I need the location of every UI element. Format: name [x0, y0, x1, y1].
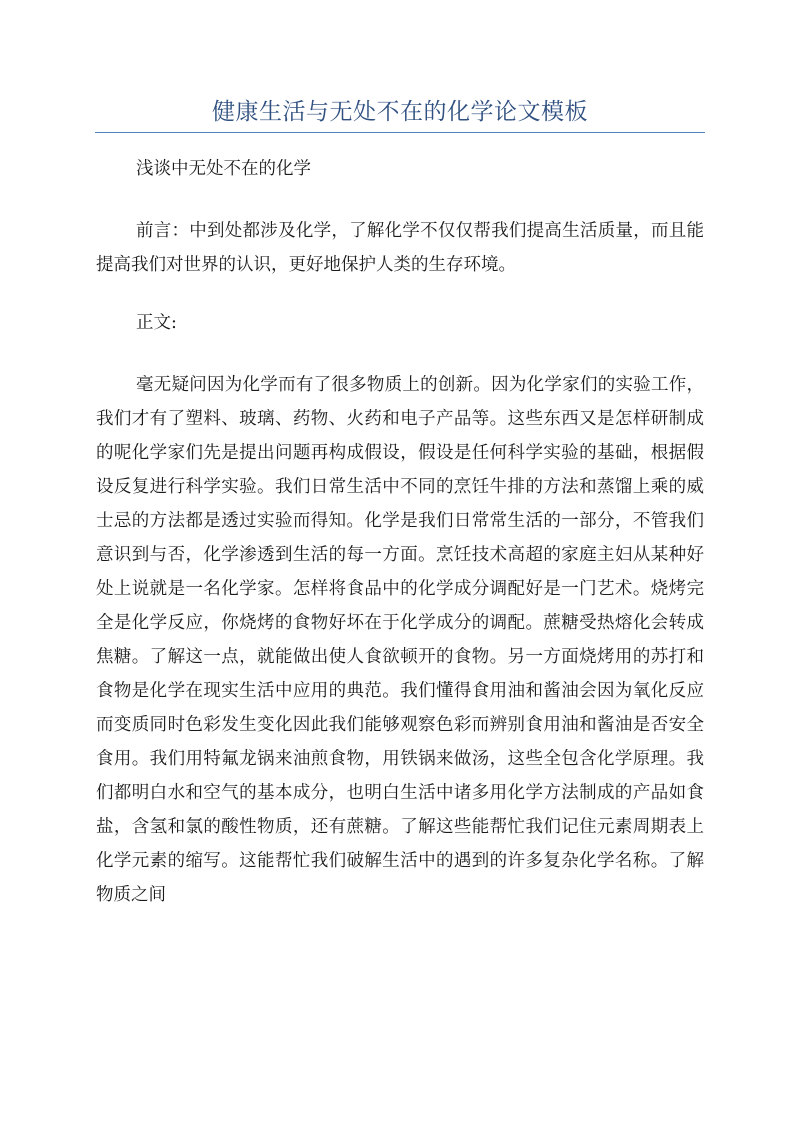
body-label: 正文: — [136, 313, 177, 333]
title-underline-rule — [95, 132, 705, 133]
preface-paragraph: 前言：中到处都涉及化学，了解化学不仅仅帮我们提高生活质量，而且能提高我们对世界的认识，更好地保护人类的生存环境。 — [96, 221, 704, 275]
document-body — [96, 152, 704, 912]
document-subtitle: 浅谈中无处不在的化学 — [136, 159, 311, 179]
body-paragraph: 毫无疑问因为化学而有了很多物质上的创新。因为化学家们的实验工作，我们才有了塑料、玻璃、药物、火药和电子产品等。这些东西又是怎样研制成的呢化学家们先是提出问题再构成假设，假设是任何科学实验的基础，根据假设反复进行科学实验。我们日常生活中不同的烹饪牛排的方法和蒸馏上乘的威士忌的方法都是透过实验而得知。化学是我们日常常生活的一部分，不管我们意识到与否，化学渗透到生活的每一方面。烹饪技术高超的家庭主妇从某种好处上说就是一名化学家。怎样将食品中的化学成分调配好是一门艺术。烧烤完全是化学反应，你烧烤的食物好坏在于化学成分的调配。蔗糖受热熔化会转成焦糖。了解这一点，就能做出使人食欲顿开的食物。另一方面烧烤用的苏打和食物是化学在现实生活中应用的典范。我们懂得食用油和酱油会因为氧化反应而变质同时色彩发生变化因此我们能够观察色彩而辨别食用油和酱油是否安全食用。我们用特氟龙锅来油煎食物，用铁锅来做汤，这些全包含化学原理。我们都明白水和空气的基本成分，也明白生活中诸多用化学方法制成的产品如食盐，含氢和氯的酸性物质，还有蔗糖。了解这些能帮忙我们记住元素周期表上化学元素的缩写。这能帮忙我们破解生活中的遇到的许多复杂化学名称。了解物质之间 — [96, 375, 704, 905]
document-title: 健康生活与无处不在的化学论文模板 — [212, 99, 588, 125]
